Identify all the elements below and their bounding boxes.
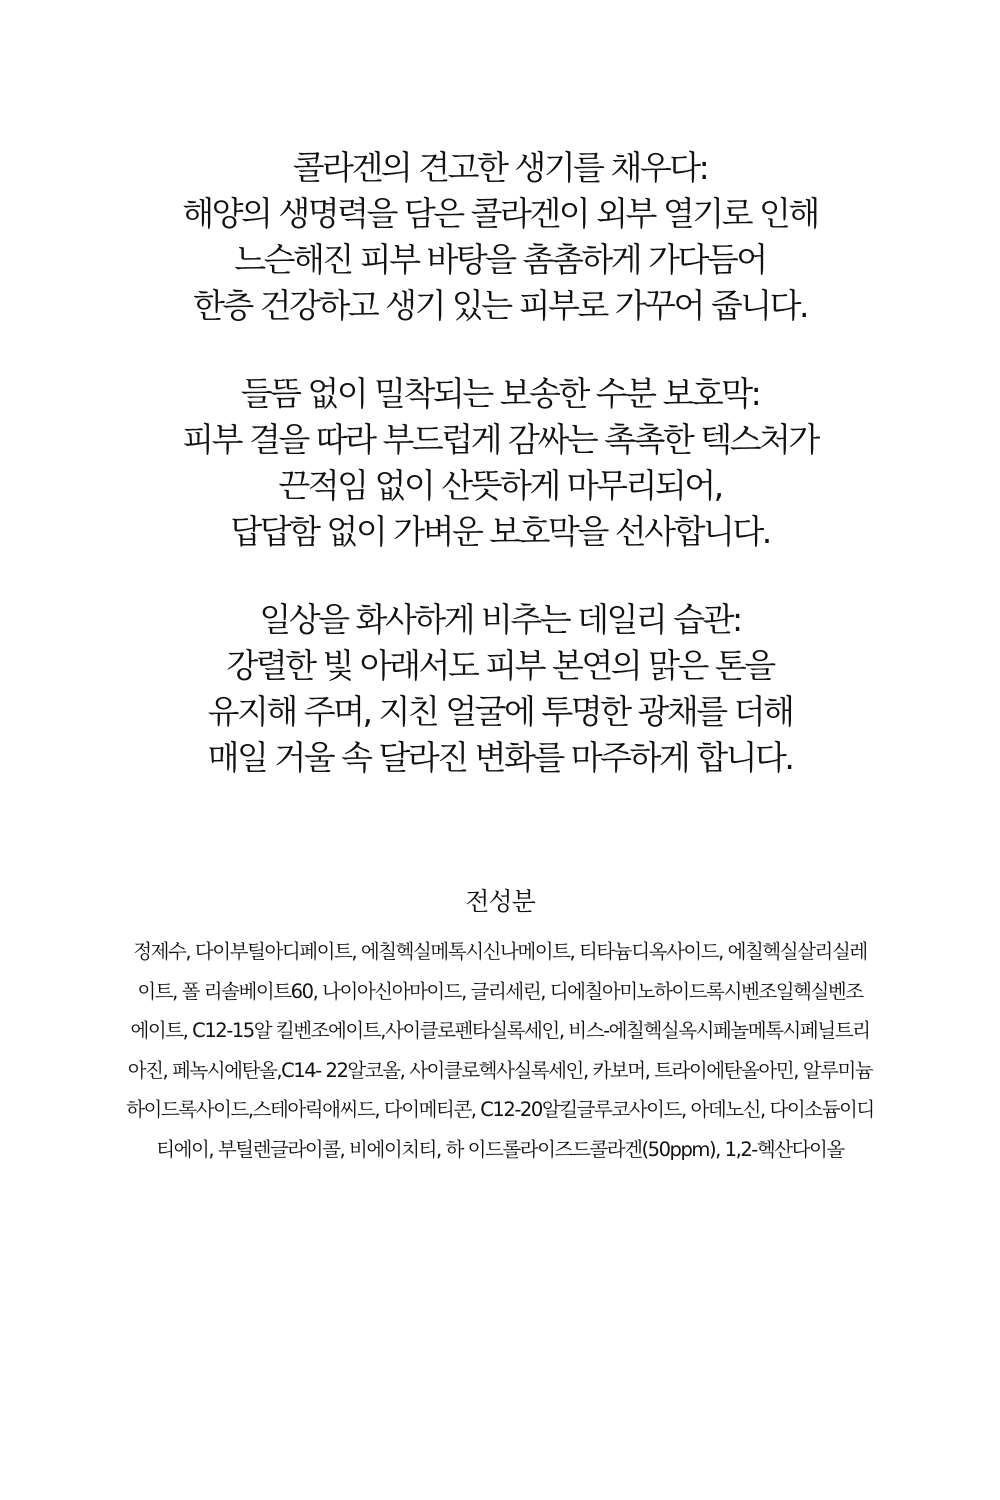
ingredients-section [0, 882, 1000, 1169]
description-block-firmness [0, 145, 1000, 329]
description-line: 끈적임 없이 산뜻하게 마무리되어, [278, 466, 722, 505]
description-block-moisture [0, 371, 1000, 555]
ingredients-title: 전성분 [465, 887, 535, 916]
description-line: 피부 결을 따라 부드럽게 감싸는 촉촉한 텍스처가 [182, 420, 818, 459]
description-line: 일상을 화사하게 비추는 데일리 습관: [259, 600, 741, 639]
description-line: 강렬한 빛 아래서도 피부 본연의 맑은 톤을 [226, 646, 774, 685]
description-line: 한층 건강하고 생기 있는 피부로 가꾸어 줍니다. [192, 286, 808, 325]
description-line: 매일 거울 속 달라진 변화를 마주하게 합니다. [207, 738, 793, 777]
ingredients-line: 이트, 폴 리솔베이트60, 나이아신아마이드, 글리세린, 디에칠아미노하이드록시벤조일헥실벤조 [137, 979, 863, 1003]
description-line: 콜라겐의 견고한 생기를 채우다: [292, 148, 708, 187]
ingredients-line: 하이드록사이드,스테아릭애씨드, 다이메티콘, C12-20알킬글루코사이드, 아데노신, 다이소듐이디 [126, 1098, 874, 1121]
ingredients-line: 티에이, 부틸렌글라이콜, 비에이치티, 하 이드롤라이즈드콜라겐(50ppm), 1,2-헥산다이올 [156, 1137, 844, 1161]
description-line: 유지해 주며, 지친 얼굴에 투명한 광채를 더해 [207, 692, 793, 731]
ingredients-line: 에이트, C12-15알 킬벤조에이트,사이클로펜타실록세인, 비스-에칠헥실옥시페놀메톡시페닐트리 [130, 1019, 870, 1042]
ingredients-line: 아진, 페녹시에탄올,C14- 22알코올, 사이클로헥사실록세인, 카보머, 트라이에탄올아민, 알루미늄 [127, 1058, 873, 1082]
description-line: 답답함 없이 가벼운 보호막을 선사합니다. [230, 512, 770, 551]
description-line: 해양의 생명력을 담은 콜라겐이 외부 열기로 인해 [182, 194, 818, 233]
description-line: 들뜸 없이 밀착되는 보송한 수분 보호막: [240, 374, 760, 413]
product-description [0, 145, 1000, 823]
description-block-radiance [0, 597, 1000, 781]
ingredients-line: 정제수, 다이부틸아디페이트, 에칠헥실메톡시신나메이트, 티타늄디옥사이드, 에칠헥실살리실레 [133, 940, 867, 963]
description-line: 느슨해진 피부 바탕을 촘촘하게 가다듬어 [234, 240, 766, 279]
